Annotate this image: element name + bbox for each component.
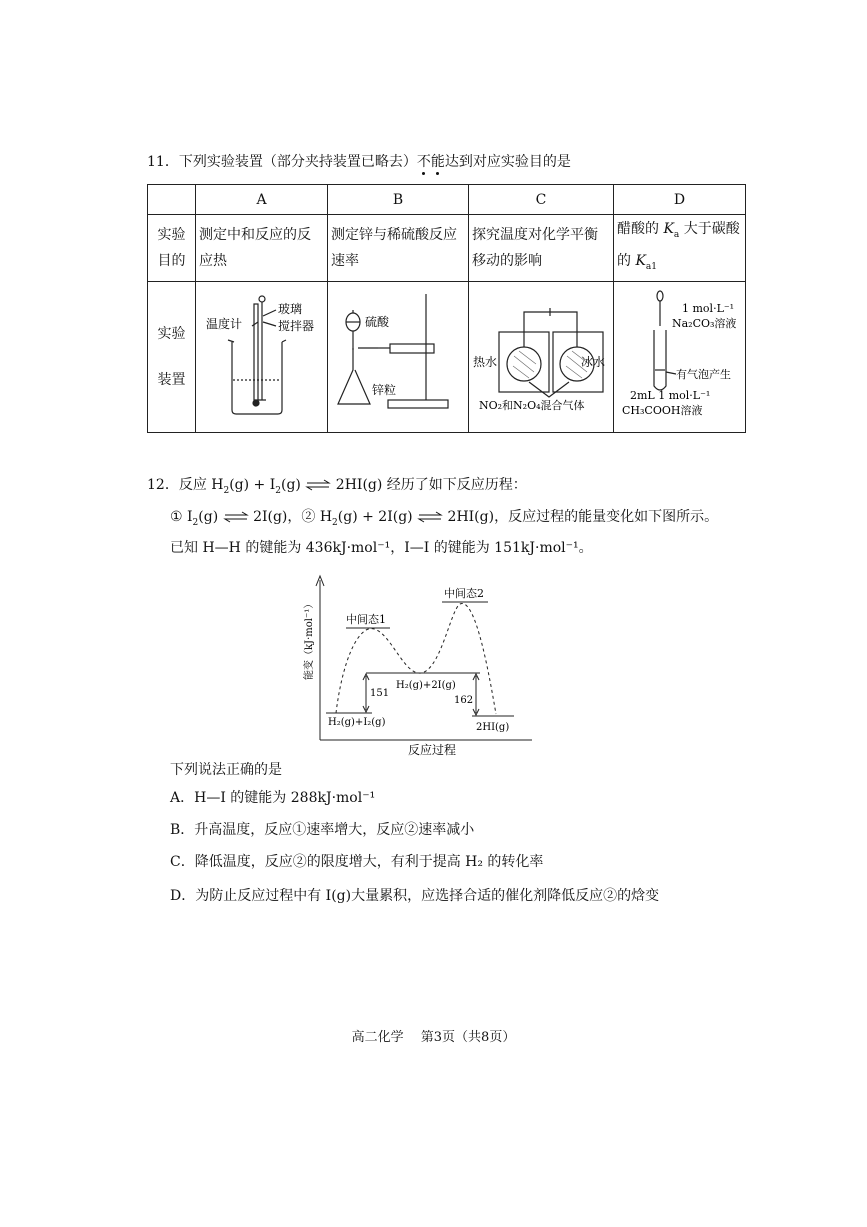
y-axis-label: 能变（kJ·mol⁻¹） [304, 598, 315, 680]
test-tube [654, 330, 666, 390]
eq-text: 2HI(g) [335, 477, 383, 493]
row-label-apparatus [148, 282, 196, 433]
label-pointer [252, 322, 258, 326]
label-stirrer: 玻璃 [278, 302, 303, 316]
q11-table [147, 184, 746, 433]
q12-prompt: 下列说法正确的是 [170, 762, 282, 778]
option-a: A．H—I 的键能为 288kJ·mol⁻¹ [170, 790, 376, 806]
apparatus-d [614, 282, 746, 433]
equilibrium-arrow-icon [305, 479, 331, 491]
label-stirrer: 搅拌器 [278, 319, 315, 333]
beaker-lip [228, 340, 286, 342]
k-sub: a1 [645, 261, 658, 272]
row-label-purpose [148, 215, 196, 282]
label-pointer [263, 322, 276, 326]
row-label-line: 目的 [157, 253, 186, 269]
q12-line2-tail: ，反应过程的能量变化如下图所示。 [494, 509, 719, 525]
label-state2: 中间态2 [444, 587, 484, 600]
sub: 2 [332, 517, 338, 528]
table-row [148, 215, 746, 282]
sub: 2 [223, 485, 230, 496]
purpose-d [614, 215, 746, 282]
label-thermometer: 温度计 [206, 317, 243, 331]
calorimeter-drawing [196, 282, 327, 432]
q12-line3: 已知 H—H 的键能为 436kJ·mol⁻¹，I—I 的键能为 151kJ·mol⁻¹。 [170, 540, 593, 556]
label-reactant: H₂(g)+I₂(g) [328, 717, 386, 728]
energy-diagram [300, 570, 540, 758]
reaction-rate-drawing [328, 282, 468, 432]
label-pointer [666, 372, 676, 374]
stirrer [258, 302, 266, 400]
purpose-d-text: 大于碳酸的 [617, 221, 740, 269]
equilibrium-arrow-icon [223, 511, 249, 523]
col-header-b: B [328, 185, 469, 215]
table-corner [148, 185, 196, 215]
col-header-d: D [614, 185, 746, 215]
col-header-a: A [196, 185, 328, 215]
purpose-c: 探究温度对化学平衡移动的影响 [469, 215, 614, 282]
q12-line1-tail: 经历了如下反应历程： [386, 477, 527, 493]
label-acid: 硫酸 [365, 315, 390, 329]
emphasis-dot-char: 不 [416, 154, 431, 170]
equilibrium-arrow-icon [417, 511, 443, 523]
label-mid: H₂(g)+2I(g) [396, 680, 456, 691]
eq-text: (g) + 2I(g) [337, 509, 413, 525]
k-symbol: K [663, 221, 674, 238]
eq-text: 2I(g)，② H [253, 509, 333, 525]
eq-text: ① I [170, 509, 193, 525]
dropper-bulb [657, 291, 663, 301]
label-gas-mixture: NO₂和N₂O₄混合气体 [479, 399, 585, 412]
k-sub: a [673, 230, 680, 240]
q12-line1 [147, 475, 527, 501]
label-conc-bottom: 2mL 1 mol·L⁻¹ [630, 389, 711, 402]
stirrer-ring [259, 296, 265, 302]
emphasis-dot-char: 能 [430, 154, 445, 170]
q12-line2 [170, 507, 718, 533]
q11-stem-text: 11．下列实验装置（部分夹持装置已略去） [147, 154, 417, 170]
apparatus-c [469, 282, 614, 433]
table-row [148, 282, 746, 433]
syringe [390, 344, 434, 353]
q11-stem-end: 达到对应实验目的是 [444, 154, 571, 170]
col-header-c: C [469, 185, 614, 215]
row-label-line: 装置 [157, 372, 186, 388]
flask [338, 348, 370, 404]
eq-text: (g) [281, 477, 301, 493]
eq-text: (g) + I [229, 477, 276, 493]
label-zinc: 锌粒 [372, 383, 397, 397]
table-header-row [148, 185, 746, 215]
purpose-a: 测定中和反应的反应热 [196, 215, 328, 282]
connecting-tube [524, 312, 577, 347]
thermometer-bulb [253, 400, 259, 406]
stand-base [388, 400, 448, 408]
equilibrium-drawing [469, 282, 613, 432]
apparatus-a [196, 282, 328, 433]
apparatus-b [328, 282, 469, 433]
option-c: C．降低温度，反应②的限度增大，有利于提高 H₂ 的转化率 [170, 854, 544, 870]
eq-text: 2HI(g) [447, 509, 495, 525]
label-hot-water: 热水 [473, 355, 498, 369]
label-state1: 中间态1 [346, 613, 386, 626]
label-151: 151 [370, 688, 390, 699]
x-axis-label: 反应过程 [408, 743, 457, 757]
option-d: D．为防止反应过程中有 I(g)大量累积，应选择合适的催化剂降低反应②的焓变 [170, 888, 660, 904]
row-label-line: 实验 [157, 227, 186, 243]
label-ice-water: 冰水 [581, 355, 606, 369]
purpose-b: 测定锌与稀硫酸反应速率 [328, 215, 469, 282]
label-pointer [263, 310, 276, 316]
option-b: B．升高温度，反应①速率增大，反应②速率减小 [170, 822, 475, 838]
label-ch3cooh: CH₃COOH溶液 [622, 404, 703, 417]
sub: 2 [275, 485, 281, 496]
q11-stem [147, 152, 571, 172]
k-symbol: K [635, 253, 646, 269]
label-bubbles: 有气泡产生 [676, 368, 731, 381]
flask-texture [513, 351, 589, 378]
label-162: 162 [454, 695, 474, 706]
sub: 2 [192, 517, 199, 528]
page-footer: 高二化学 第3页（共8页） [351, 1030, 516, 1045]
acid-strength-drawing [614, 282, 745, 432]
eq-text: (g) [198, 509, 219, 525]
label-conc-top: 1 mol·L⁻¹ [682, 302, 735, 315]
q12-line1-text: 12．反应 H [147, 477, 224, 493]
thermometer-tube [254, 304, 258, 400]
row-label-line: 实验 [157, 326, 186, 342]
label-product: 2HI(g) [476, 722, 510, 733]
purpose-d-text: 醋酸的 [617, 221, 659, 238]
label-na2co3: Na₂CO₃溶液 [672, 317, 737, 330]
